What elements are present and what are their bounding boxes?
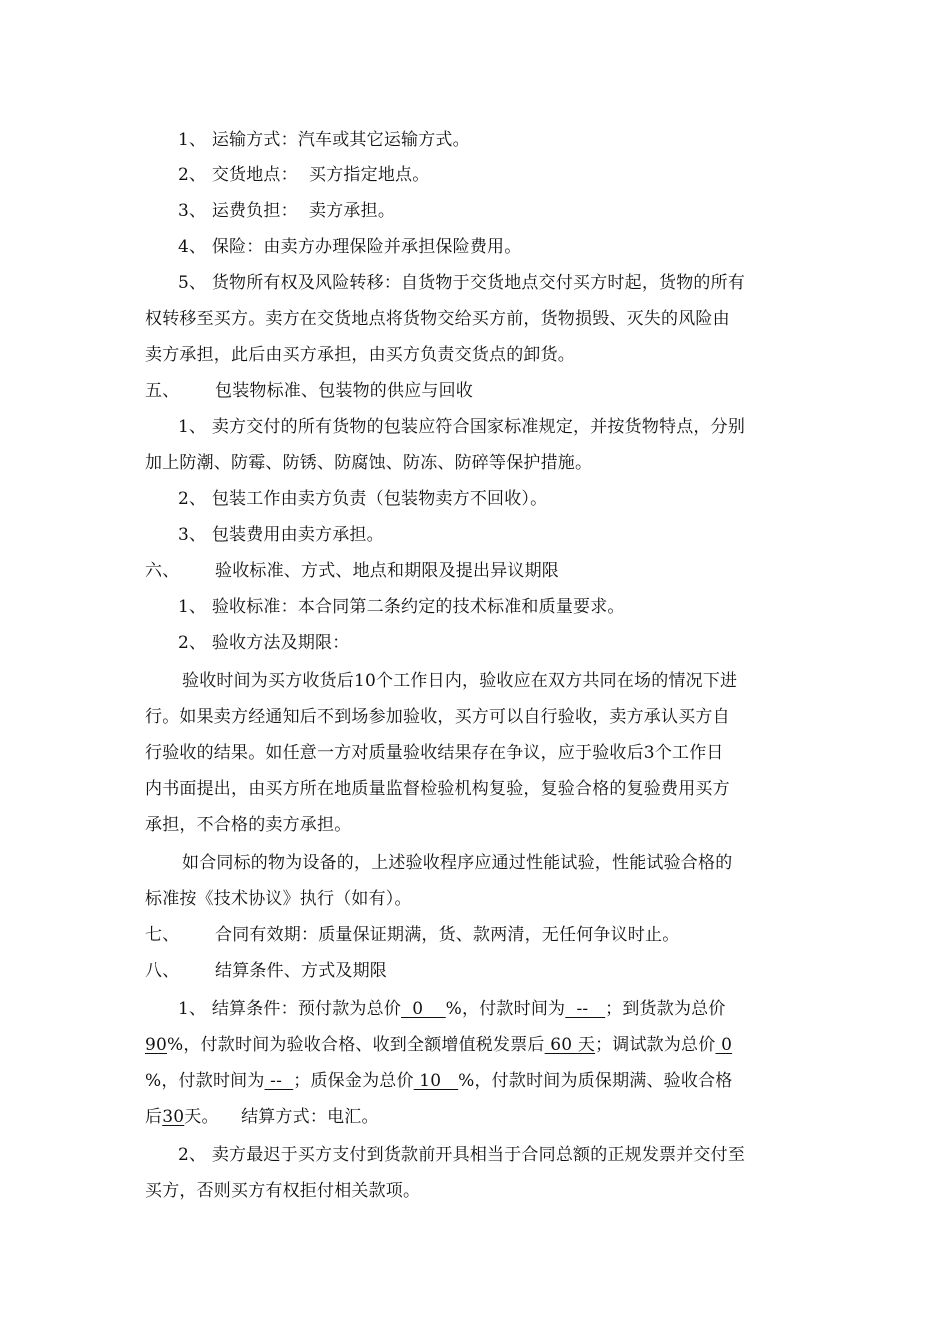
warranty-days-value: 30	[162, 1107, 185, 1127]
section-title: 结算条件、方式及期限	[215, 961, 387, 981]
prepayment-time-value: --	[565, 999, 606, 1019]
settlement-line-2	[145, 1032, 732, 1058]
section-number: 六、	[145, 561, 180, 581]
settlement-line-3	[145, 1068, 732, 1094]
settlement-text: %，付款时间为	[445, 999, 566, 1019]
invoice-clause-line-1: 2、 卖方最迟于买方支付到货款前开具相当于合同总额的正规发票并交付至	[178, 1145, 746, 1165]
settlement-text: 1、 结算条件：预付款为总价	[178, 999, 402, 1019]
acceptance-paragraph-line-1: 验收时间为买方收货后10个工作日内，验收应在双方共同在场的情况下进	[182, 671, 738, 691]
section-heading-5	[145, 378, 473, 404]
clause-ownership-line-3: 卖方承担，此后由买方承担，由买方负责交货点的卸货。	[145, 345, 575, 365]
invoice-clause-line-2: 买方，否则买方有权拒付相关款项。	[145, 1181, 421, 1201]
clause-packaging-2: 2、 包装工作由卖方负责（包装物卖方不回收）。	[178, 489, 548, 509]
settlement-line-4	[145, 1104, 379, 1130]
warranty-deposit-percent-value: 10	[413, 1071, 459, 1091]
acceptance-paragraph-line-2: 行。如果卖方经通知后不到场参加验收，买方可以自行验收，卖方承认买方自	[145, 707, 730, 727]
prepayment-percent-value: 0	[401, 999, 446, 1019]
commissioning-time-value: --	[264, 1071, 294, 1091]
clause-packaging-1-line-2: 加上防潮、防霉、防锈、防腐蚀、防冻、防碎等保护措施。	[145, 453, 593, 473]
settlement-text: %，付款时间为验收合格、收到全额增值税发票后	[167, 1035, 545, 1055]
acceptance-paragraph-line-5: 承担，不合格的卖方承担。	[145, 815, 352, 835]
clause-transport-mode: 1、 运输方式：汽车或其它运输方式。	[178, 130, 470, 150]
settlement-text: 天。 结算方式：电汇。	[184, 1107, 379, 1127]
section-number: 七、	[145, 925, 180, 945]
clause-freight: 3、 运费负担： 卖方承担。	[178, 201, 396, 221]
commissioning-percent-value: 0	[715, 1035, 733, 1055]
section-heading-8	[145, 958, 387, 984]
settlement-text: %，付款时间为	[145, 1071, 265, 1091]
section-number: 五、	[145, 381, 180, 401]
settlement-text: ；调试款为总价	[595, 1035, 716, 1055]
acceptance-paragraph-line-4: 内书面提出，由买方所在地质量监督检验机构复验，复验合格的复验费用买方	[145, 779, 730, 799]
section-title: 包装物标准、包装物的供应与回收	[215, 381, 473, 401]
section-title: 验收标准、方式、地点和期限及提出异议期限	[215, 561, 559, 581]
settlement-text: %，付款时间为质保期满、验收合格	[458, 1071, 733, 1091]
section-heading-6	[145, 558, 559, 584]
delivery-payment-days-value: 60 天	[544, 1035, 596, 1055]
acceptance-paragraph-line-3: 行验收的结果。如任意一方对质量验收结果存在争议，应于验收后3个工作日	[145, 743, 724, 763]
section-title: 合同有效期：质量保证期满，货、款两清，无任何争议时止。	[215, 925, 680, 945]
section-heading-7	[145, 922, 679, 948]
clause-ownership-line-1: 5、 货物所有权及风险转移：自货物于交货地点交付买方时起，货物的所有	[178, 273, 746, 293]
clause-insurance: 4、 保险：由卖方办理保险并承担保险费用。	[178, 237, 522, 257]
clause-ownership-line-2: 权转移至买方。卖方在交货地点将货物交给买方前，货物损毁、灭失的风险由	[145, 309, 730, 329]
settlement-text: 后	[145, 1107, 163, 1127]
delivery-payment-percent-value: 90	[145, 1035, 168, 1055]
clause-packaging-3: 3、 包装费用由卖方承担。	[178, 525, 384, 545]
equipment-paragraph-line-1: 如合同标的物为设备的，上述验收程序应通过性能试验，性能试验合格的	[182, 853, 733, 873]
section-number: 八、	[145, 961, 180, 981]
clause-delivery-place: 2、 交货地点： 买方指定地点。	[178, 165, 430, 185]
equipment-paragraph-line-2: 标准按《技术协议》执行（如有）。	[145, 889, 412, 909]
clause-packaging-1-line-1: 1、 卖方交付的所有货物的包装应符合国家标准规定，并按货物特点，分别	[178, 417, 746, 437]
clause-acceptance-standard: 1、 验收标准：本合同第二条约定的技术标准和质量要求。	[178, 597, 625, 617]
settlement-text: ；到货款为总价	[605, 999, 726, 1019]
settlement-line-1	[178, 996, 726, 1022]
clause-acceptance-method: 2、 验收方法及期限：	[178, 633, 350, 653]
settlement-text: ；质保金为总价	[293, 1071, 414, 1091]
